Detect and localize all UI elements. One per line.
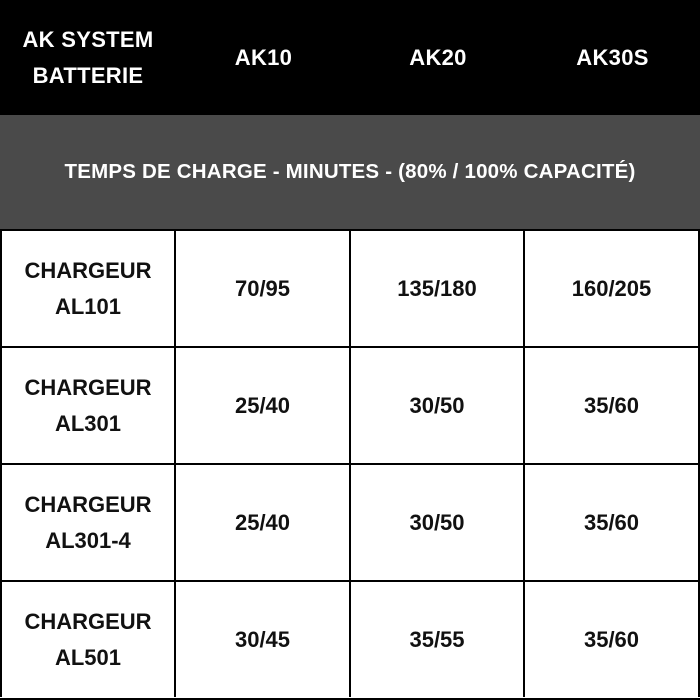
header-ak20: AK20 <box>409 44 467 70</box>
cell-al301-4-ak20: 30/50 <box>351 465 525 580</box>
table-row <box>0 348 700 465</box>
cell-al301-4-ak10: 25/40 <box>176 465 351 580</box>
row-label-line2: AL501 <box>54 644 122 670</box>
header-battery-line1: AK SYSTEM <box>22 26 154 52</box>
row-label-al101 <box>0 231 176 346</box>
cell-al501-ak20: 35/55 <box>351 582 525 697</box>
row-label-line1: CHARGEUR <box>24 257 152 283</box>
table-row <box>0 231 700 348</box>
cell-al501-ak30s: 35/60 <box>525 582 700 697</box>
charge-time-banner: TEMPS DE CHARGE - MINUTES - (80% / 100% CAPACITÉ) <box>0 115 700 231</box>
table-row <box>0 582 700 700</box>
header-battery-system <box>0 0 176 115</box>
cell-al301-ak10: 25/40 <box>176 348 351 463</box>
row-label-line2: AL101 <box>54 293 122 319</box>
row-label-line1: CHARGEUR <box>24 608 152 634</box>
table-header-row <box>0 0 700 115</box>
row-label-al301-4 <box>0 465 176 580</box>
cell-al101-ak30s: 160/205 <box>525 231 700 346</box>
cell-al301-4-ak30s: 35/60 <box>525 465 700 580</box>
table-body <box>0 231 700 700</box>
cell-al101-ak10: 70/95 <box>176 231 351 346</box>
row-label-line2: AL301 <box>54 410 122 436</box>
row-label-line1: CHARGEUR <box>24 491 152 517</box>
header-ak10: AK10 <box>234 44 293 70</box>
row-label-line2: AL301-4 <box>45 527 131 553</box>
cell-al301-ak30s: 35/60 <box>525 348 700 463</box>
table-row <box>0 465 700 582</box>
row-label-al301 <box>0 348 176 463</box>
cell-al501-ak10: 30/45 <box>176 582 351 697</box>
row-label-line1: CHARGEUR <box>24 374 152 400</box>
row-label-al501 <box>0 582 176 697</box>
cell-al101-ak20: 135/180 <box>351 231 525 346</box>
cell-al301-ak20: 30/50 <box>351 348 525 463</box>
header-ak30s: AK30S <box>576 44 649 70</box>
header-battery-line2: BATTERIE <box>32 62 144 88</box>
